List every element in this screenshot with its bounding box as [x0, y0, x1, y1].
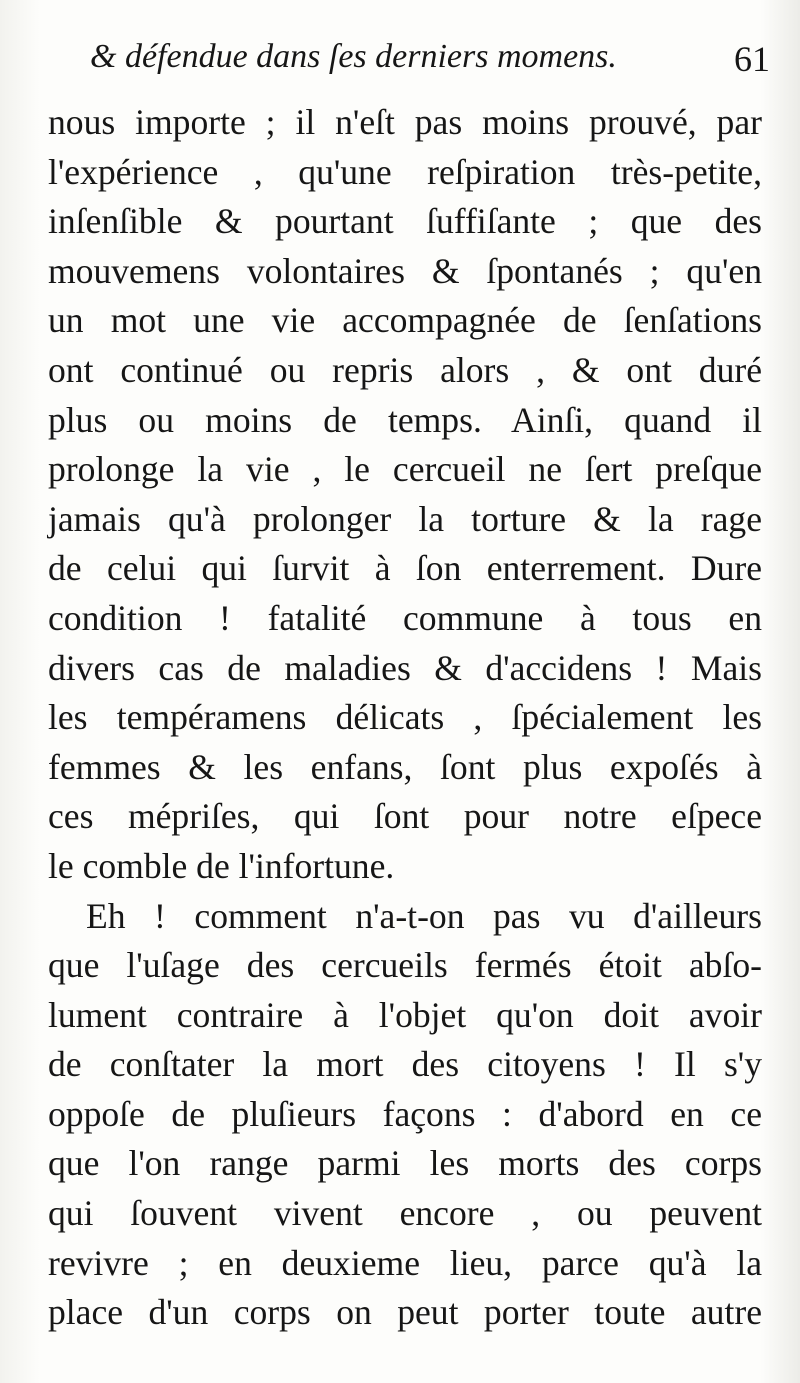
- text-line: ont continué ou repris alors , & ont duré: [48, 349, 762, 390]
- text-line: ces mépriſes, qui ſont pour notre eſpece: [48, 796, 762, 837]
- text-line: les tempéramens délicats , ſpécialement les: [48, 697, 762, 738]
- text-line: nous importe ; il n'eſt pas moins prouvé, par: [48, 102, 762, 142]
- body-text: [48, 98, 762, 1338]
- text-line: prolonge la vie , le cercueil ne ſert preſque: [48, 449, 762, 490]
- text-line: de celui qui ſurvit à ſon enterrement. Dure: [48, 548, 762, 589]
- text-line: mouvemens volontaires & ſpontanés ; qu'en: [48, 250, 762, 291]
- text-line: qui ſouvent vivent encore , ou peuvent: [48, 1193, 762, 1234]
- text-line: plus ou moins de temps. Ainſi, quand il: [48, 399, 762, 440]
- running-head: [90, 38, 770, 88]
- text-line: oppoſe de pluſieurs façons : d'abord en ce: [48, 1093, 762, 1134]
- text-line: que l'uſage des cercueils fermés étoit abſo-: [48, 945, 762, 986]
- text-line: femmes & les enfans, ſont plus expoſés à: [48, 746, 762, 787]
- text-line: un mot une vie accompagnée de ſenſations: [48, 300, 762, 341]
- text-line: inſenſible & pourtant ſuffiſante ; que des: [48, 201, 762, 242]
- text-line: l'expérience , qu'une reſpiration très-petite,: [48, 151, 762, 192]
- running-title: & défendue dans ſes derniers momens.: [90, 38, 617, 75]
- text-line: Eh ! comment n'a-t-on pas vu d'ailleurs: [86, 895, 762, 936]
- text-line: lument contraire à l'objet qu'on doit avoir: [48, 994, 762, 1035]
- text-line: condition ! fatalité commune à tous en: [48, 597, 762, 638]
- text-line: place d'un corps on peut porter toute autre: [48, 1292, 762, 1333]
- text-line: le comble de l'infortune.: [48, 845, 395, 886]
- text-line: jamais qu'à prolonger la torture & la rage: [48, 498, 762, 539]
- text-line: de conſtater la mort des citoyens ! Il s'y: [48, 1044, 762, 1085]
- text-line: revivre ; en deuxieme lieu, parce qu'à la: [48, 1242, 762, 1283]
- text-line: que l'on range parmi les morts des corps: [48, 1143, 762, 1184]
- text-line: divers cas de maladies & d'accidens ! Mais: [48, 647, 762, 688]
- page-number: 61: [734, 39, 770, 79]
